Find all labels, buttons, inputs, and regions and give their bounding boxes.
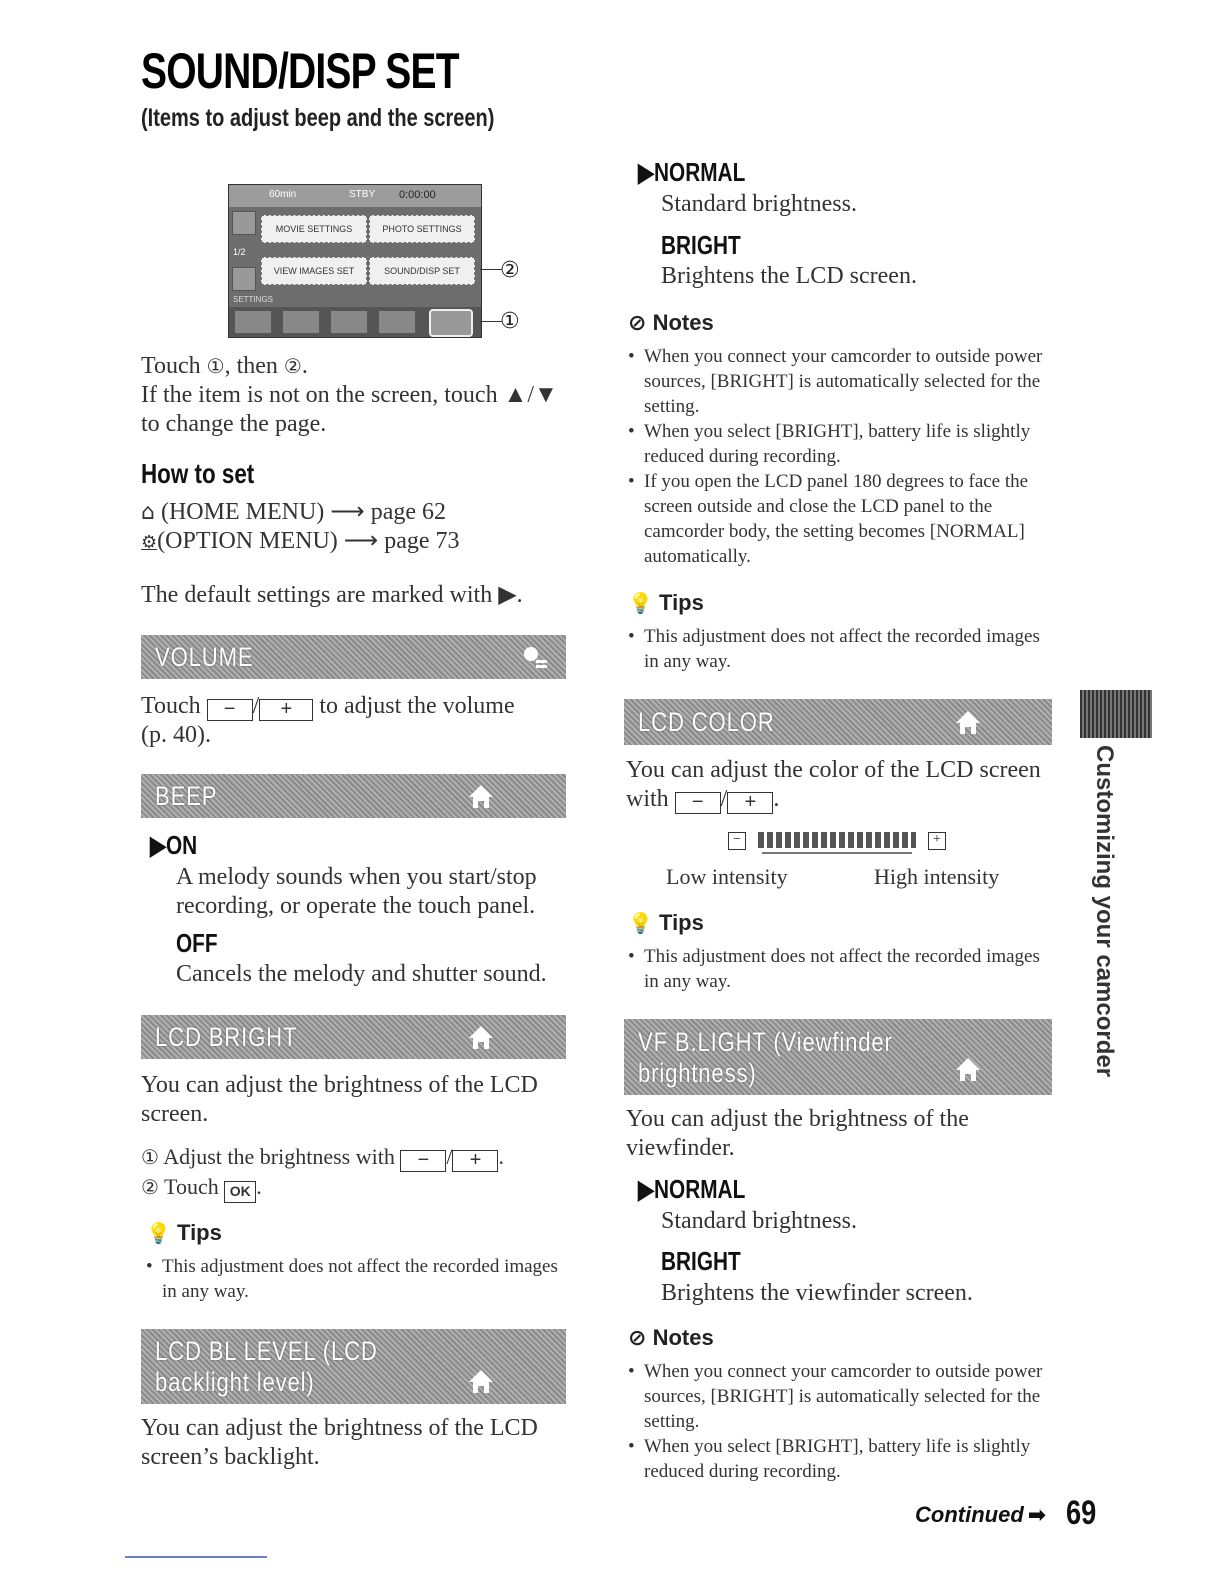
lcd-color-with: with — [626, 786, 675, 812]
screen-counter: 0:00:00 — [399, 189, 436, 201]
home-icon — [601, 643, 629, 671]
side-tab-label: Customizing your camcorder — [1091, 745, 1118, 1078]
option-icon: ⚙ — [141, 532, 158, 553]
vf-blight-title-1: VF B.LIGHT (Viewfinder — [638, 1027, 893, 1057]
bl-tips-heading — [628, 590, 704, 616]
beep-on-desc — [176, 863, 566, 921]
volume-banner — [141, 635, 566, 679]
footer-continued — [915, 1502, 1046, 1528]
howto-heading: How to set — [141, 458, 255, 489]
category-icon-3[interactable] — [331, 311, 367, 333]
scale-arrow — [762, 852, 912, 854]
lcd-color-end: . — [773, 786, 780, 812]
beep-off-desc: Cancels the melody and shutter sound. — [176, 961, 547, 987]
list-item: • When you select [BRIGHT], battery life is slightly reduced during recording. — [628, 1434, 1048, 1484]
bl-tips-list — [628, 624, 1048, 674]
scale-minus-icon: − — [728, 832, 746, 850]
scale-bar — [758, 832, 916, 848]
lcd-color-tips-list — [628, 944, 1048, 994]
beep-on-label: ▶ON — [150, 830, 198, 860]
intro-line-2: If the item is not on the screen, touch ▲/▼ — [141, 382, 558, 408]
page-number: 69 — [1066, 1494, 1097, 1532]
howto-home-line — [141, 498, 581, 527]
step-1-end: . — [498, 1144, 504, 1169]
howto-home-text: (HOME MENU) ⟶ page 62 — [160, 499, 446, 525]
list-item: • This adjustment does not affect the recorded images in any way. — [628, 944, 1048, 994]
volume-text-a: Touch — [141, 693, 207, 719]
page-title: SOUND/DISP SET — [141, 43, 459, 99]
continued-label: Continued — [915, 1502, 1024, 1527]
volume-desc-line-1 — [141, 692, 571, 721]
intro-circled-2: ② — [283, 354, 302, 378]
screen-btn-movie-settings[interactable]: MOVIE SETTINGS — [261, 215, 367, 243]
callout-line-2 — [480, 269, 502, 270]
screen-btn-sound-disp-set[interactable]: SOUND/DISP SET — [369, 257, 475, 285]
volume-page-ref: (p. 40). — [141, 722, 211, 748]
howto-option-line — [141, 527, 581, 557]
bl-notes-label: Notes — [652, 310, 714, 335]
step-1-text: Adjust the brightness with — [158, 1144, 401, 1169]
lcd-color-sep: / — [720, 786, 728, 812]
lcd-color-desc-1: You can adjust the color of the LCD screen — [626, 757, 1041, 783]
footer-rule — [125, 1556, 267, 1558]
intro-touch-a: Touch — [141, 353, 207, 379]
lightbulb-icon: 💡 — [146, 1221, 171, 1245]
beep-on-desc-1: A melody sounds when you start/stop — [176, 864, 537, 890]
list-item: • When you select [BRIGHT], battery life is slightly reduced during recording. — [628, 419, 1048, 469]
howto-option-text: (OPTION MENU) ⟶ page 73 — [157, 528, 460, 554]
home-icon: ⌂ — [141, 500, 155, 525]
howto-heading-wrap — [141, 458, 283, 490]
lcd-bl-level-desc-1: You can adjust the brightness of the LCD — [141, 1415, 538, 1441]
vf-blight-desc-2: viewfinder. — [626, 1135, 735, 1161]
category-icon-4[interactable] — [379, 311, 415, 333]
page-number-wrap — [1066, 1494, 1104, 1533]
lcd-bright-tips-list — [146, 1254, 566, 1304]
home-icon — [954, 1055, 982, 1083]
beep-on-wrap — [150, 830, 209, 861]
lcd-color-tips-heading — [628, 910, 704, 936]
lcd-bl-level-banner — [141, 1329, 566, 1404]
beep-banner — [141, 774, 566, 818]
screen-btn-photo-settings[interactable]: PHOTO SETTINGS — [369, 215, 475, 243]
howto-lines — [141, 498, 581, 557]
bl-normal-desc: Standard brightness. — [661, 191, 857, 217]
ok-button[interactable]: OK — [224, 1181, 256, 1203]
camera-menu-screen — [228, 184, 482, 338]
list-item: • This adjustment does not affect the recorded images in any way. — [628, 624, 1048, 674]
list-item: • If you open the LCD panel 180 degrees to face the screen outside and close the LCD panel to the camcorder body, the setting becomes [NORMAL] automatically. — [628, 469, 1048, 569]
intro-touch-b: , then — [224, 353, 284, 379]
vf-normal-wrap — [638, 1174, 772, 1205]
volume-text-b: to adjust the volume — [313, 693, 515, 719]
page-up-icon[interactable] — [232, 211, 256, 235]
bl-normal-wrap — [638, 157, 772, 188]
high-intensity-label: High intensity — [874, 864, 1000, 889]
intro-line-3: to change the page. — [141, 411, 327, 437]
lcd-bright-desc — [141, 1071, 581, 1129]
home-icon — [467, 782, 495, 810]
lcd-bl-level-title-1: LCD BL LEVEL (LCD — [155, 1336, 378, 1366]
beep-title: BEEP — [155, 781, 218, 811]
vf-bright-label: BRIGHT — [661, 1246, 741, 1276]
vf-notes-label: Notes — [652, 1325, 714, 1350]
vf-bright-desc: Brightens the viewfinder screen. — [661, 1280, 973, 1306]
bl-bright-label: BRIGHT — [661, 230, 741, 260]
lcd-bl-level-desc-2: screen’s backlight. — [141, 1444, 320, 1470]
lcd-bright-tips-label: Tips — [177, 1220, 222, 1245]
lcd-bright-banner — [141, 1015, 566, 1059]
lcd-color-title: LCD COLOR — [638, 707, 775, 737]
vf-blight-desc-1: You can adjust the brightness of the — [626, 1106, 969, 1132]
page-subtitle-wrap — [141, 104, 583, 133]
screen-status-bar — [229, 185, 481, 207]
lcd-color-desc — [626, 756, 1056, 814]
volume-desc — [141, 692, 571, 750]
beep-off-label: OFF — [176, 928, 218, 958]
page-title-wrap — [141, 42, 548, 100]
callout-line-1 — [480, 321, 502, 322]
lcd-bright-steps — [141, 1142, 581, 1203]
screen-category-bar — [229, 307, 481, 337]
vf-blight-banner — [624, 1019, 1052, 1095]
intro-text — [141, 352, 581, 439]
screen-remaining-time: 60min — [269, 189, 297, 200]
default-settings-note: The default settings are marked with ▶. — [141, 582, 523, 608]
callout-1: ① — [500, 309, 520, 334]
intro-circled-1: ① — [206, 354, 225, 378]
screen-category-label: SETTINGS — [233, 295, 274, 304]
arrow-right-icon: ➡ — [1027, 1503, 1047, 1528]
color-intensity-scale — [728, 830, 952, 854]
bl-bright-wrap — [661, 230, 761, 261]
vf-normal-label: ▶NORMAL — [638, 1174, 746, 1204]
vf-bright-wrap — [661, 1246, 761, 1277]
volume-sep: / — [252, 693, 260, 719]
lcd-bright-desc-2: screen. — [141, 1101, 209, 1127]
lcd-color-desc-2 — [626, 785, 1056, 814]
page-subtitle: (Items to adjust beep and the screen) — [141, 104, 495, 132]
lcd-bright-step-2 — [141, 1172, 581, 1203]
lightbulb-icon: 💡 — [628, 911, 653, 935]
vf-blight-desc — [626, 1105, 1056, 1163]
lcd-bright-step-1 — [141, 1142, 581, 1172]
low-intensity-label: Low intensity — [666, 864, 788, 889]
lcd-bright-desc-1: You can adjust the brightness of the LCD — [141, 1072, 538, 1098]
category-icon-1[interactable] — [235, 311, 271, 333]
page-down-icon[interactable] — [232, 267, 256, 291]
screen-btn-view-images-set[interactable]: VIEW IMAGES SET — [261, 257, 367, 285]
lcd-bl-level-title-2: backlight level) — [155, 1367, 315, 1397]
step-2-number: ② — [141, 1175, 159, 1199]
home-icon — [467, 1023, 495, 1051]
scale-plus-icon: + — [928, 832, 946, 850]
home-icon — [954, 708, 982, 736]
minus-button[interactable]: − — [675, 792, 721, 814]
screen-page-num: 1/2 — [233, 247, 246, 257]
beep-off-wrap — [176, 928, 228, 959]
lcd-bl-level-desc — [141, 1414, 581, 1472]
screen-mode: STBY — [349, 189, 376, 200]
bl-notes-list — [628, 344, 1048, 569]
vf-notes-list — [628, 1359, 1048, 1484]
side-tab-block — [1080, 690, 1152, 738]
list-item: • This adjustment does not affect the recorded images in any way. — [146, 1254, 566, 1304]
lcd-color-tips-label: Tips — [659, 910, 704, 935]
notes-icon: ⊘ — [628, 1326, 647, 1351]
step-2-text: Touch — [158, 1174, 225, 1199]
lcd-color-banner — [624, 699, 1052, 745]
beep-on-desc-2: recording, or operate the touch panel. — [176, 893, 536, 919]
lcd-bright-tips-heading — [146, 1220, 222, 1246]
step-2-end: . — [256, 1174, 262, 1199]
bl-notes-heading — [628, 310, 714, 336]
bl-bright-desc: Brightens the LCD screen. — [661, 263, 917, 289]
category-icon-2[interactable] — [283, 311, 319, 333]
minus-button[interactable]: − — [400, 1150, 446, 1172]
bl-tips-label: Tips — [659, 590, 704, 615]
step-1-number: ① — [141, 1145, 159, 1169]
intro-touch-c: . — [301, 353, 308, 379]
lcd-bright-title: LCD BRIGHT — [155, 1022, 298, 1052]
intro-line-1 — [141, 352, 581, 381]
volume-title: VOLUME — [155, 642, 254, 672]
step-1-sep: / — [446, 1144, 453, 1169]
list-item: • When you connect your camcorder to outside power sources, [BRIGHT] is automatically selected for the setting. — [628, 1359, 1048, 1434]
option-icon — [521, 643, 549, 671]
plus-button[interactable]: + — [452, 1150, 498, 1172]
plus-button[interactable]: + — [259, 699, 313, 721]
lightbulb-icon: 💡 — [628, 591, 653, 615]
vf-blight-title-2: brightness) — [638, 1058, 757, 1088]
vf-normal-desc: Standard brightness. — [661, 1208, 857, 1234]
category-icon-settings[interactable] — [429, 309, 473, 337]
home-icon — [467, 1367, 495, 1395]
bl-normal-label: ▶NORMAL — [638, 157, 746, 187]
side-tab-text-wrap — [1090, 745, 1120, 1078]
notes-icon: ⊘ — [628, 311, 647, 336]
list-item: • When you connect your camcorder to outside power sources, [BRIGHT] is automatically selected for the setting. — [628, 344, 1048, 419]
minus-button[interactable]: − — [207, 699, 253, 721]
callout-2: ② — [500, 258, 520, 283]
plus-button[interactable]: + — [727, 792, 773, 814]
vf-notes-heading — [628, 1325, 714, 1351]
